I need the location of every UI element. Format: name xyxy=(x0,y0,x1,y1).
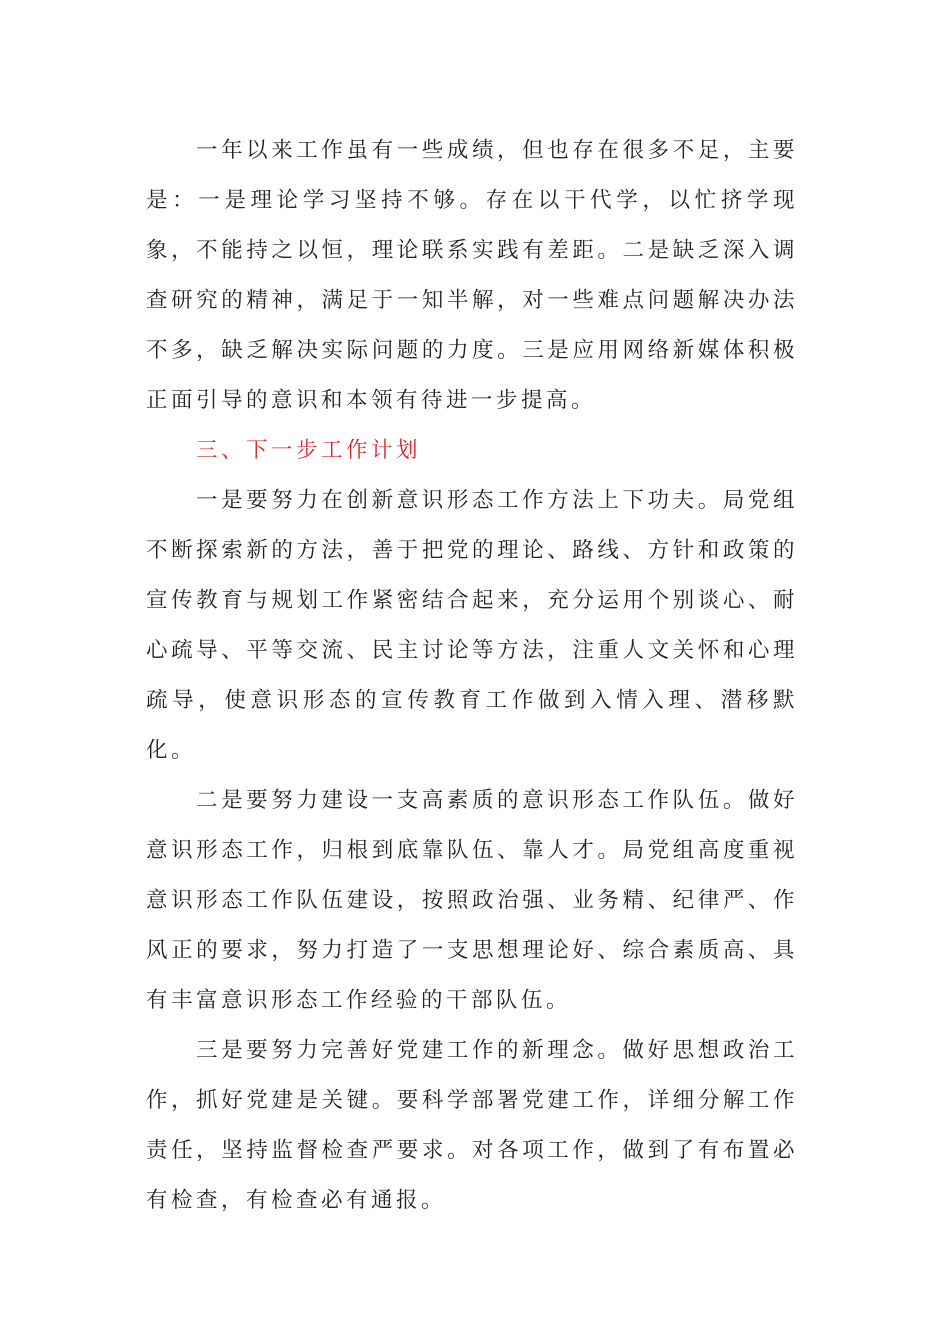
paragraph-plan-two: 二是要努力建设一支高素质的意识形态工作队伍。做好意识形态工作，归根到底靠队伍、靠人才。局党组高度重视意识形态工作队伍建设，按照政治强、业务精、纪律严、作风正的要求，努力打造了一支思想理论好、综合素质高、具有丰富意识形态工作经验的干部队伍。 xyxy=(146,788,798,1013)
section-heading-next-plan: 三、下一步工作计划 xyxy=(196,438,422,463)
paragraph-plan-one: 一是要努力在创新意识形态工作方法上下功夫。局党组不断探索新的方法，善于把党的理论、路线、方针和政策的宣传教育与规划工作紧密结合起来，充分运用个别谈心、耐心疏导、平等交流、民主讨论等方法，注重人文关怀和心理疏导，使意识形态的宣传教育工作做到入情入理、潜移默化。 xyxy=(146,488,798,763)
document-body xyxy=(146,126,798,1226)
paragraph-plan-three: 三是要努力完善好党建工作的新理念。做好思想政治工作，抓好党建是关键。要科学部署党建工作，详细分解工作责任，坚持监督检查严要求。对各项工作，做到了有布置必有检查，有检查必有通报。 xyxy=(146,1038,798,1213)
paragraph-shortcomings: 一年以来工作虽有一些成绩，但也存在很多不足，主要是：一是理论学习坚持不够。存在以干代学，以忙挤学现象，不能持之以恒，理论联系实践有差距。二是缺乏深入调查研究的精神，满足于一知半解，对一些难点问题解决办法不多，缺乏解决实际问题的力度。三是应用网络新媒体积极正面引导的意识和本领有待进一步提高。 xyxy=(146,138,798,413)
